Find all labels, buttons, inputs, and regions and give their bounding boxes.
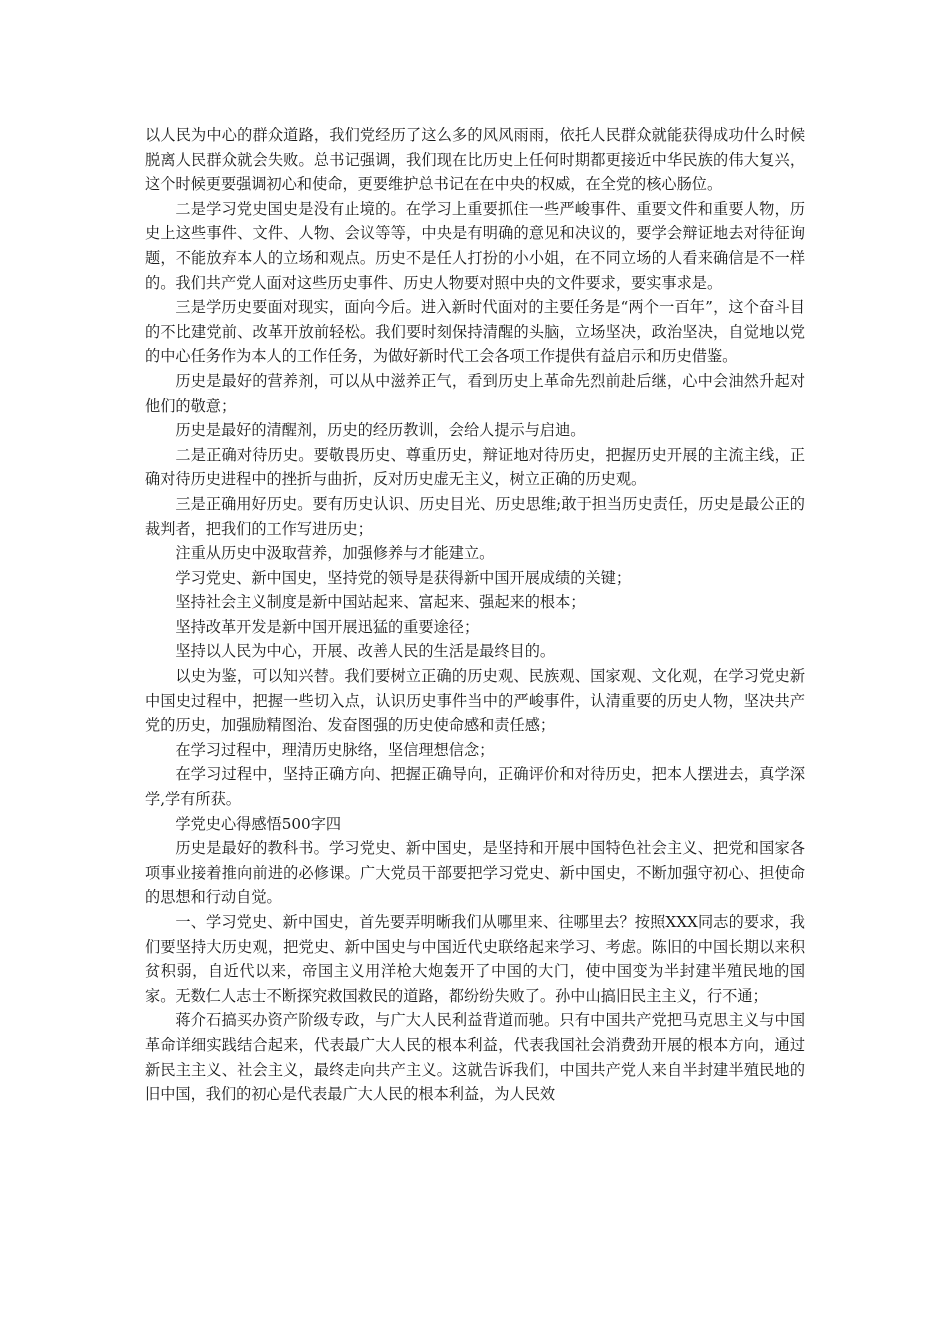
paragraph: 历史是最好的清醒剂，历史的经历教训，会给人提示与启迪。 [175, 421, 586, 440]
paragraph: 以史为鉴，可以知兴替。我们要树立正确的历史观、民族观、国家观、文化观，在学习党史新中国史过程中，把握一些切入点，认识历史事件当中的严峻事件，认清重要的历史人物，坚决共产党的历史，加强励精图治、发奋图强的历史使命感和责任感； [145, 667, 805, 735]
paragraph: 坚持社会主义制度是新中国站起来、富起来、强起来的根本； [175, 593, 586, 612]
paragraph: 在学习过程中，坚持正确方向、把握正确导向，正确评价和对待历史，把本人摆进去，真学深学,学有所获。 [145, 765, 805, 809]
paragraph: 以人民为中心的群众道路，我们党经历了这么多的风风雨雨，依托人民群众就能获得成功什么时候脱离人民群众就会失败。总书记强调，我们现在比历史上任何时期都更接近中华民族的伟大复兴，这个时候更要强调初心和使命，更要维护总书记在在中央的权威，在全党的核心肠位。 [145, 126, 805, 194]
paragraph: 蒋介石搞买办资产阶级专政，与广大人民利益背道而驰。只有中国共产党把马克思主义与中国革命详细实践结合起来，代表最广大人民的根本利益，代表我国社会消费劲开展的根本方向，通过新民主主义、社会主义，最终走向共产主义。这就告诉我们，中国共产党人来自半封建半殖民地的旧中国，我们的初心是代表最广大人民的根本利益，为人民效 [145, 1011, 805, 1104]
paragraph: 注重从历史中汲取营养，加强修养与才能建立。 [175, 544, 495, 563]
section-heading: 学党史心得感悟500字四 [175, 814, 342, 833]
paragraph: 三是学历史要面对现实，面向今后。进入新时代面对的主要任务是“两个一百年”，这个奋斗目的不比建党前、改革开放前轻松。我们要时刻保持清醒的头脑，立场坚决，政治坚决，自觉地以党的中心任务作为本人的工作任务，为做好新时代工会各项工作提供有益启示和历史借鉴。 [145, 298, 805, 366]
paragraph: 坚持以人民为中心，开展、改善人民的生活是最终目的。 [175, 642, 556, 661]
paragraph: 坚持改革开发是新中国开展迅猛的重要途径； [175, 617, 480, 636]
paragraph: 在学习过程中，理清历史脉络，坚信理想信念； [175, 740, 495, 759]
paragraph: 一、学习党史、新中国史，首先要弄明晰我们从哪里来、往哪里去？按照XXX同志的要求，我们要坚持大历史观，把党史、新中国史与中国近代史联络起来学习、考虑。陈旧的中国长期以来积贫积弱，自近代以来，帝国主义用洋枪大炮轰开了中国的大门，使中国变为半封建半殖民地的国家。无数仁人志士不断探究救国救民的道路，都纷纷失败了。孙中山搞旧民主主义，行不通； [145, 913, 805, 1005]
paragraph: 历史是最好的教科书。学习党史、新中国史，是坚持和开展中国特色社会主义、把党和国家各项事业接着推向前进的必修课。广大党员干部要把学习党史、新中国史，不断加强守初心、担使命的思想和行动自觉。 [145, 839, 805, 907]
paragraph: 学习党史、新中国史，坚持党的领导是获得新中国开展成绩的关键； [175, 568, 632, 587]
document-body [145, 123, 805, 1107]
paragraph: 二是学习党史国史是没有止境的。在学习上重要抓住一些严峻事件、重要文件和重要人物，历史上这些事件、文件、人物、会议等等，中央是有明确的意见和决议的，要学会辩证地去对待征询题，不能放弃本人的立场和观点。历史不是任人打扮的小小姐，在不同立场的人看来确信是不一样的。我们共产党人面对这些历史事件、历史人物要对照中央的文件要求，要实事求是。 [145, 199, 805, 292]
paragraph: 三是正确用好历史。要有历史认识、历史目光、历史思维;敢于担当历史责任，历史是最公正的裁判者，把我们的工作写进历史； [145, 494, 805, 538]
paragraph: 历史是最好的营养剂，可以从中滋养正气，看到历史上革命先烈前赴后继，心中会油然升起对他们的敬意； [145, 371, 805, 415]
paragraph: 二是正确对待历史。要敬畏历史、尊重历史，辩证地对待历史，把握历史开展的主流主线，正确对待历史进程中的挫折与曲折，反对历史虚无主义，树立正确的历史观。 [145, 445, 805, 489]
